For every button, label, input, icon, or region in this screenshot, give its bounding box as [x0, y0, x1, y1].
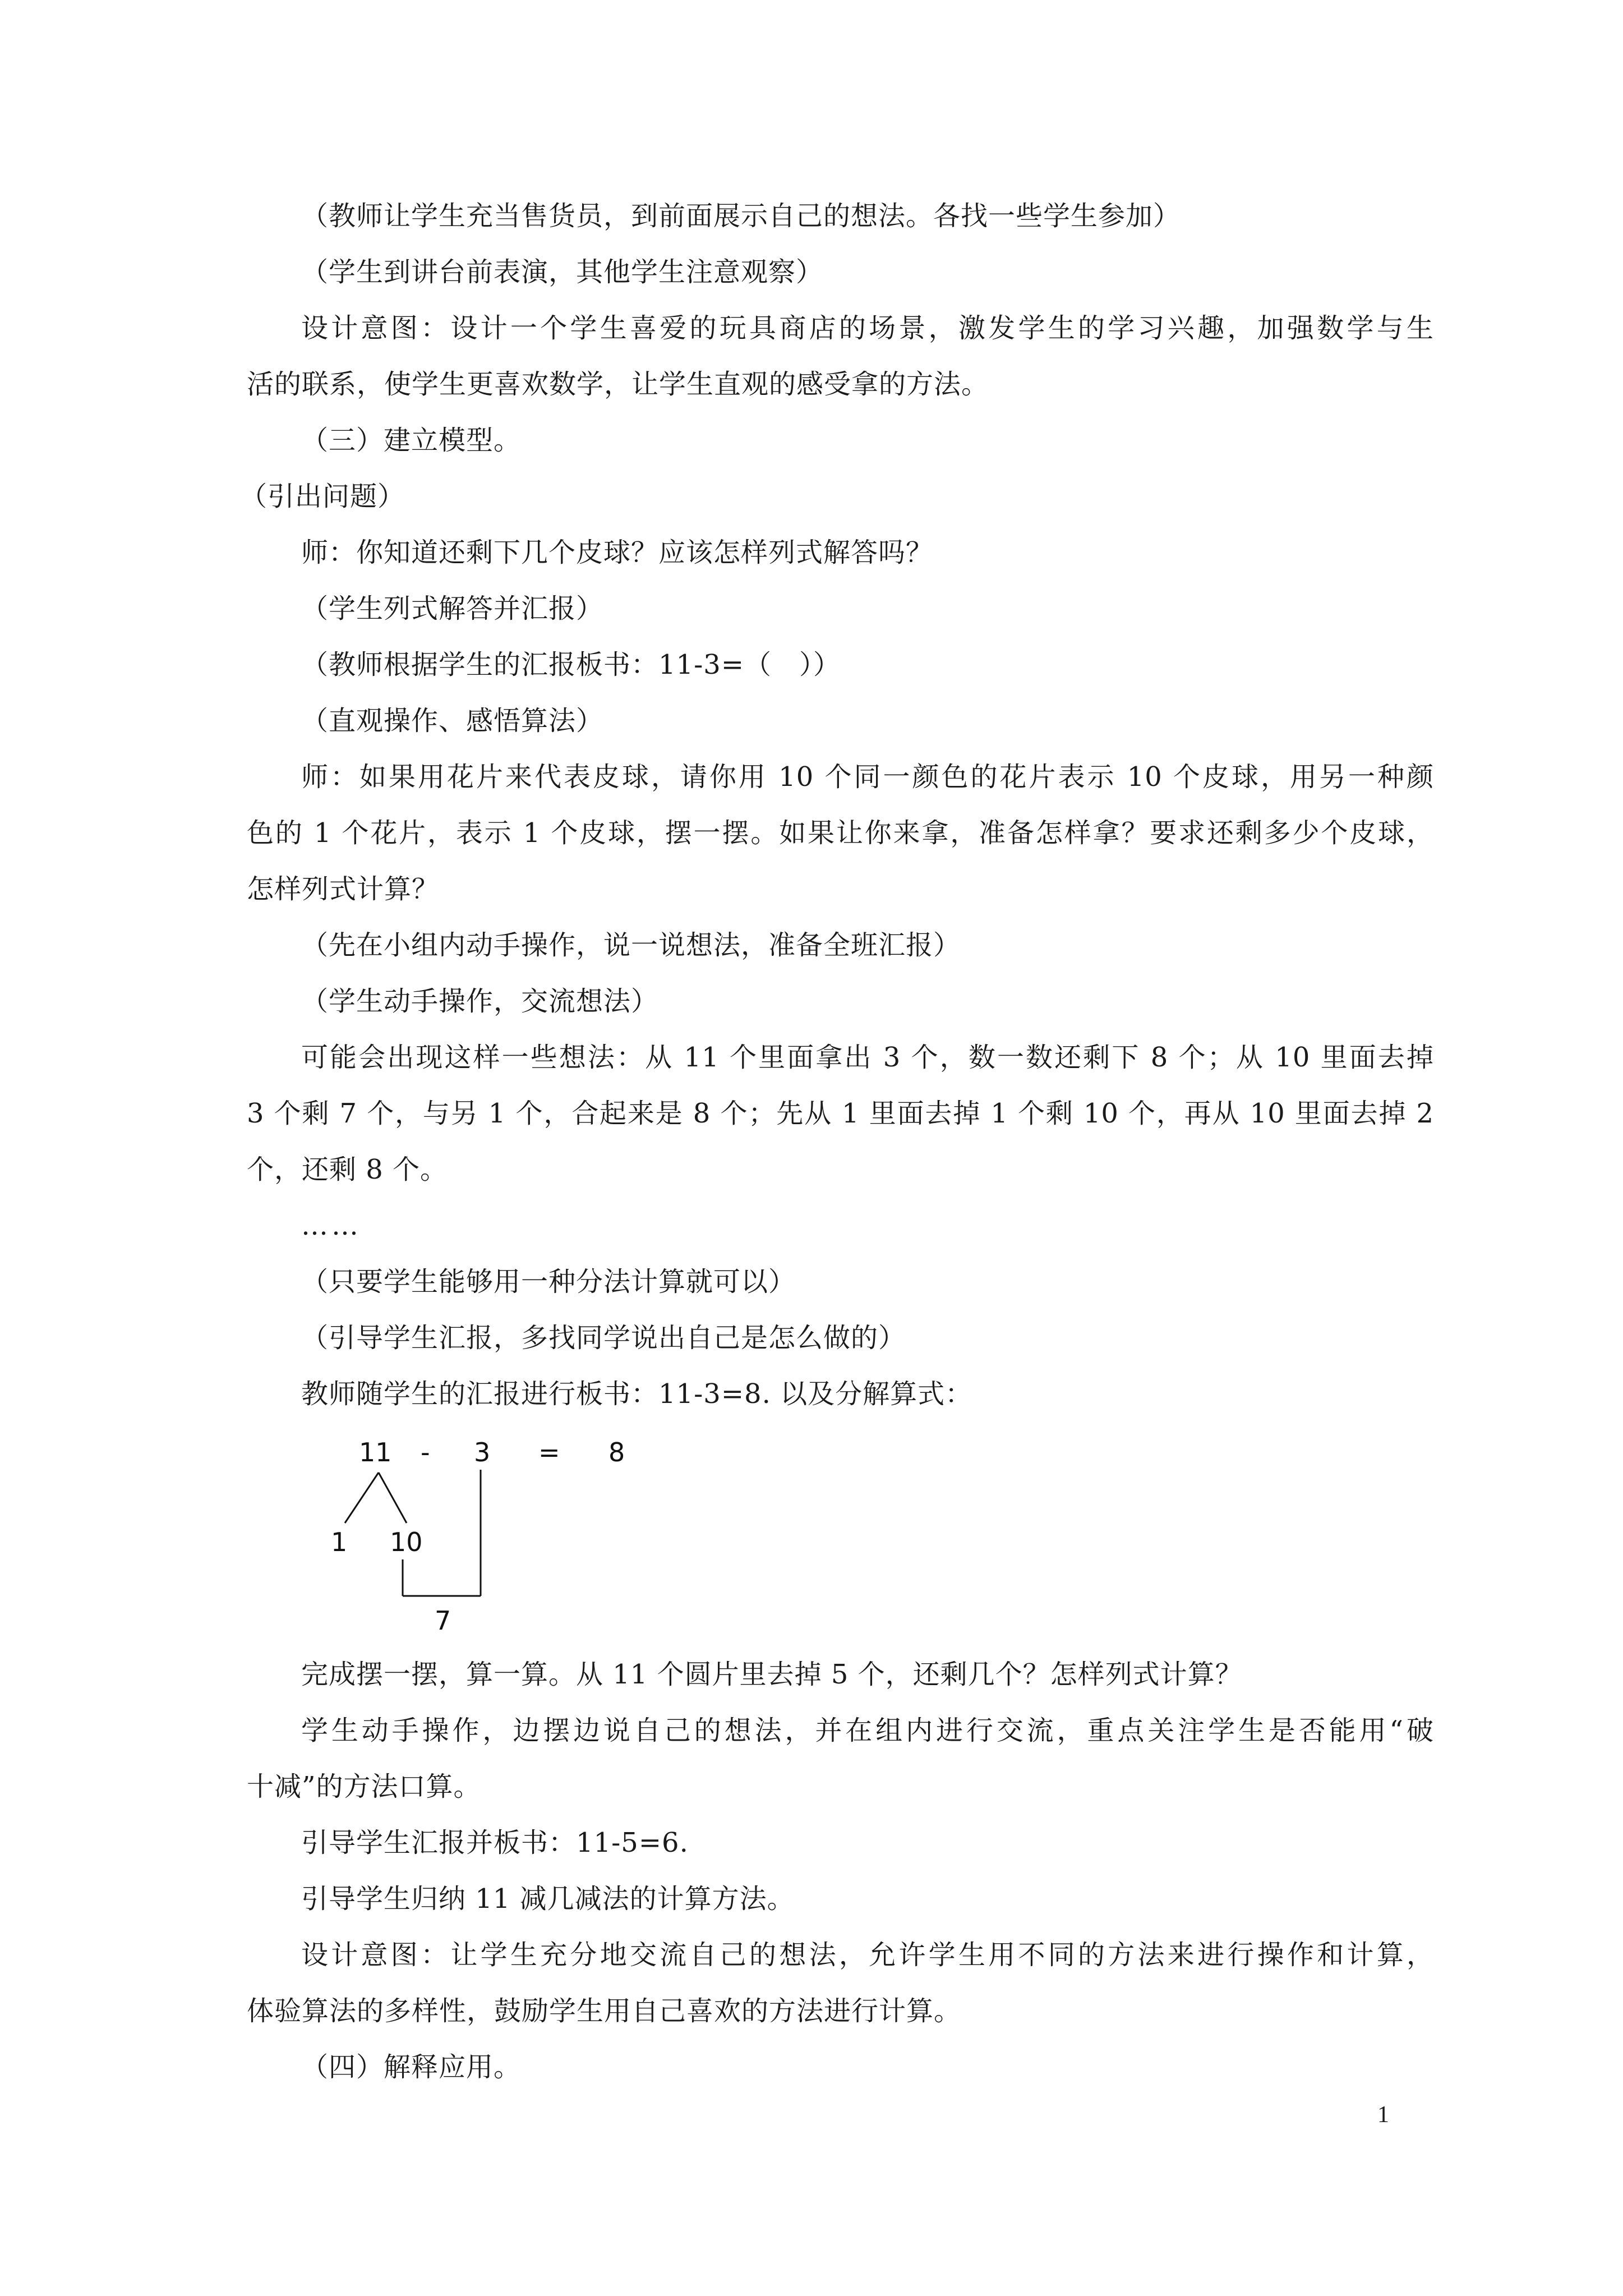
result-text: 8 — [608, 1437, 625, 1467]
partial-result-text: 7 — [435, 1605, 451, 1636]
paragraph-line: （学生动手操作，交流想法） — [301, 986, 659, 1017]
section-heading: （三）建立模型。 — [301, 425, 522, 456]
paragraph-line: （只要学生能够用一种分法计算就可以） — [301, 1266, 796, 1297]
paragraph-line: （先在小组内动手操作，说一说想法，准备全班汇报） — [301, 930, 961, 961]
split-left-text: 1 — [331, 1527, 348, 1557]
split-right-text: 10 — [390, 1527, 423, 1557]
paragraph-line: 设计意图：让学生充分地交流自己的想法，允许学生用不同的方法来进行操作和计算， — [301, 1939, 1434, 1971]
paragraph-line: 完成摆一摆，算一算。从 11 个圆片里去掉 5 个，还剩几个？怎样列式计算？ — [301, 1659, 1243, 1690]
split-branch-right — [379, 1473, 407, 1523]
paragraph-line: 体验算法的多样性，鼓励学生用自己喜欢的方法进行计算。 — [247, 1995, 962, 2027]
paragraph-line: 设计意图：设计一个学生喜爱的玩具商店的场景，激发学生的学习兴趣，加强数学与生 — [301, 312, 1434, 344]
paragraph-line: 学生动手操作，边摆边说自己的想法，并在组内进行交流，重点关注学生是否能用“破 — [301, 1715, 1434, 1746]
ellipsis-line: …… — [301, 1210, 362, 1241]
equals-sign-text: = — [538, 1437, 560, 1467]
subtraction-decomposition-diagram — [314, 1433, 651, 1646]
split-branch-left — [345, 1473, 379, 1523]
section-heading: （四）解释应用。 — [301, 2051, 522, 2083]
minus-sign-text: - — [421, 1437, 430, 1467]
paragraph-line: （学生到讲台前表演，其他学生注意观察） — [301, 256, 824, 288]
minuend-text: 11 — [359, 1437, 392, 1467]
paragraph-line: （教师根据学生的汇报板书：11-3=（ ）） — [301, 649, 841, 680]
paragraph-line: （教师让学生充当售货员，到前面展示自己的想法。各找一些学生参加） — [301, 200, 1181, 232]
page-number: 1 — [1377, 2102, 1389, 2128]
paragraph-line: 师：如果用花片来代表皮球，请你用 10 个同一颜色的花片表示 10 个皮球，用另一种颜 — [301, 761, 1434, 793]
paragraph-line: 十减”的方法口算。 — [247, 1771, 481, 1802]
paragraph-line: 怎样列式计算？ — [247, 873, 440, 905]
subtrahend-text: 3 — [474, 1437, 491, 1467]
paragraph-line: （引出问题） — [240, 481, 405, 512]
paragraph-line: 3 个剩 7 个，与另 1 个，合起来是 8 个；先从 1 里面去掉 1 个剩 10 个，再从 10 里面去掉 2 — [247, 1098, 1434, 1129]
paragraph-line: 师：你知道还剩下几个皮球？应该怎样列式解答吗？ — [301, 537, 934, 568]
paragraph-line: 个，还剩 8 个。 — [247, 1154, 448, 1185]
paragraph-line: 引导学生归纳 11 减几减法的计算方法。 — [301, 1883, 795, 1915]
paragraph-line: （直观操作、感悟算法） — [301, 705, 604, 737]
paragraph-line: （引导学生汇报，多找同学说出自己是怎么做的） — [301, 1322, 906, 1354]
paragraph-line: （学生列式解答并汇报） — [301, 593, 604, 624]
paragraph-line: 活的联系，使学生更喜欢数学，让学生直观的感受拿的方法。 — [247, 369, 989, 400]
paragraph-line: 可能会出现这样一些想法：从 11 个里面拿出 3 个，数一数还剩下 8 个；从 10 里面去掉 — [301, 1042, 1434, 1073]
paragraph-line: 引导学生汇报并板书：11-5=6. — [301, 1827, 689, 1858]
paragraph-line: 色的 1 个花片，表示 1 个皮球，摆一摆。如果让你来拿，准备怎样拿？要求还剩多少个皮球， — [247, 817, 1434, 849]
paragraph-line: 教师随学生的汇报进行板书：11-3=8. 以及分解算式： — [301, 1378, 973, 1410]
